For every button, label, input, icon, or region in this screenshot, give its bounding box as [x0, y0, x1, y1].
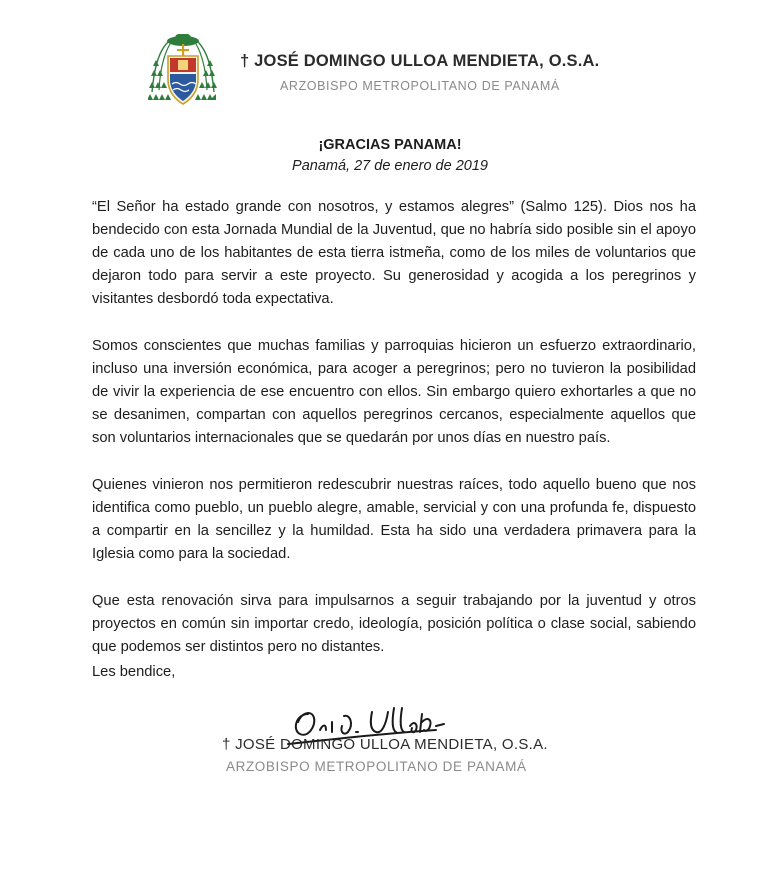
signature-name: † JOSÉ DOMINGO ULLOA MENDIETA, O.S.A. — [222, 736, 548, 753]
letterhead-text — [240, 52, 700, 93]
paragraph-2: Somos conscientes que muchas familias y parroquias hicieron un esfuerzo extraordinario, incluso una inversión económica, para acoger a peregrinos; pero no tuvieron la posibilidad de vivir la experiencia de ese encuentro con ellos. Sin embargo quiero exhortarles a que no se desanimen, compartan con aquellos peregrinos cercanos, especialmente aquellos que son voluntarios internacionales que se quedarán por unos días en nuestro país. — [92, 338, 696, 446]
letterhead-name: † JOSÉ DOMINGO ULLOA MENDIETA, O.S.A. — [240, 52, 600, 70]
paragraph-1: “El Señor ha estado grande con nosotros, y estamos alegres” (Salmo 125). Dios nos ha bendecido con esta Jornada Mundial de la Juventud, que no habría sido posible sin el apoyo de cada uno de los habitantes de esta tierra istmeña, como de los miles de voluntarios que dejaron todo para servir a este proyecto. Su generosidad y acogida a los peregrinos y visitantes desbordó toda expectativa. — [92, 199, 696, 307]
dateline: Panamá, 27 de enero de 2019 — [292, 158, 488, 174]
signature-block — [222, 736, 582, 774]
headline: ¡GRACIAS PANAMA! — [318, 137, 462, 153]
letterhead — [148, 30, 708, 110]
paragraph-3: Quienes vinieron nos permitieron redescubrir nuestras raíces, todo aquello bueno que nos identifica como pueblo, un pueblo alegre, amable, servicial y con una profunda fe, dispuesto a compartir en la sencillez y la humildad. Esta ha sido una verdadera primavera para la Iglesia como para la sociedad. — [92, 477, 696, 562]
letter-body — [92, 196, 696, 683]
paragraph-4: Que esta renovación sirva para impulsarnos a seguir trabajando por la juventud y otros proyectos en común sin importar credo, ideología, posición política o clase social, sabiendo que podemos ser distintos pero no distantes. — [92, 593, 696, 655]
coat-of-arms-icon — [148, 30, 218, 110]
letterhead-title: ARZOBISPO METROPOLITANO DE PANAMÁ — [280, 79, 560, 93]
closing: Les bendice, — [92, 664, 176, 680]
signature-title: ARZOBISPO METROPOLITANO DE PANAMÁ — [226, 759, 527, 774]
